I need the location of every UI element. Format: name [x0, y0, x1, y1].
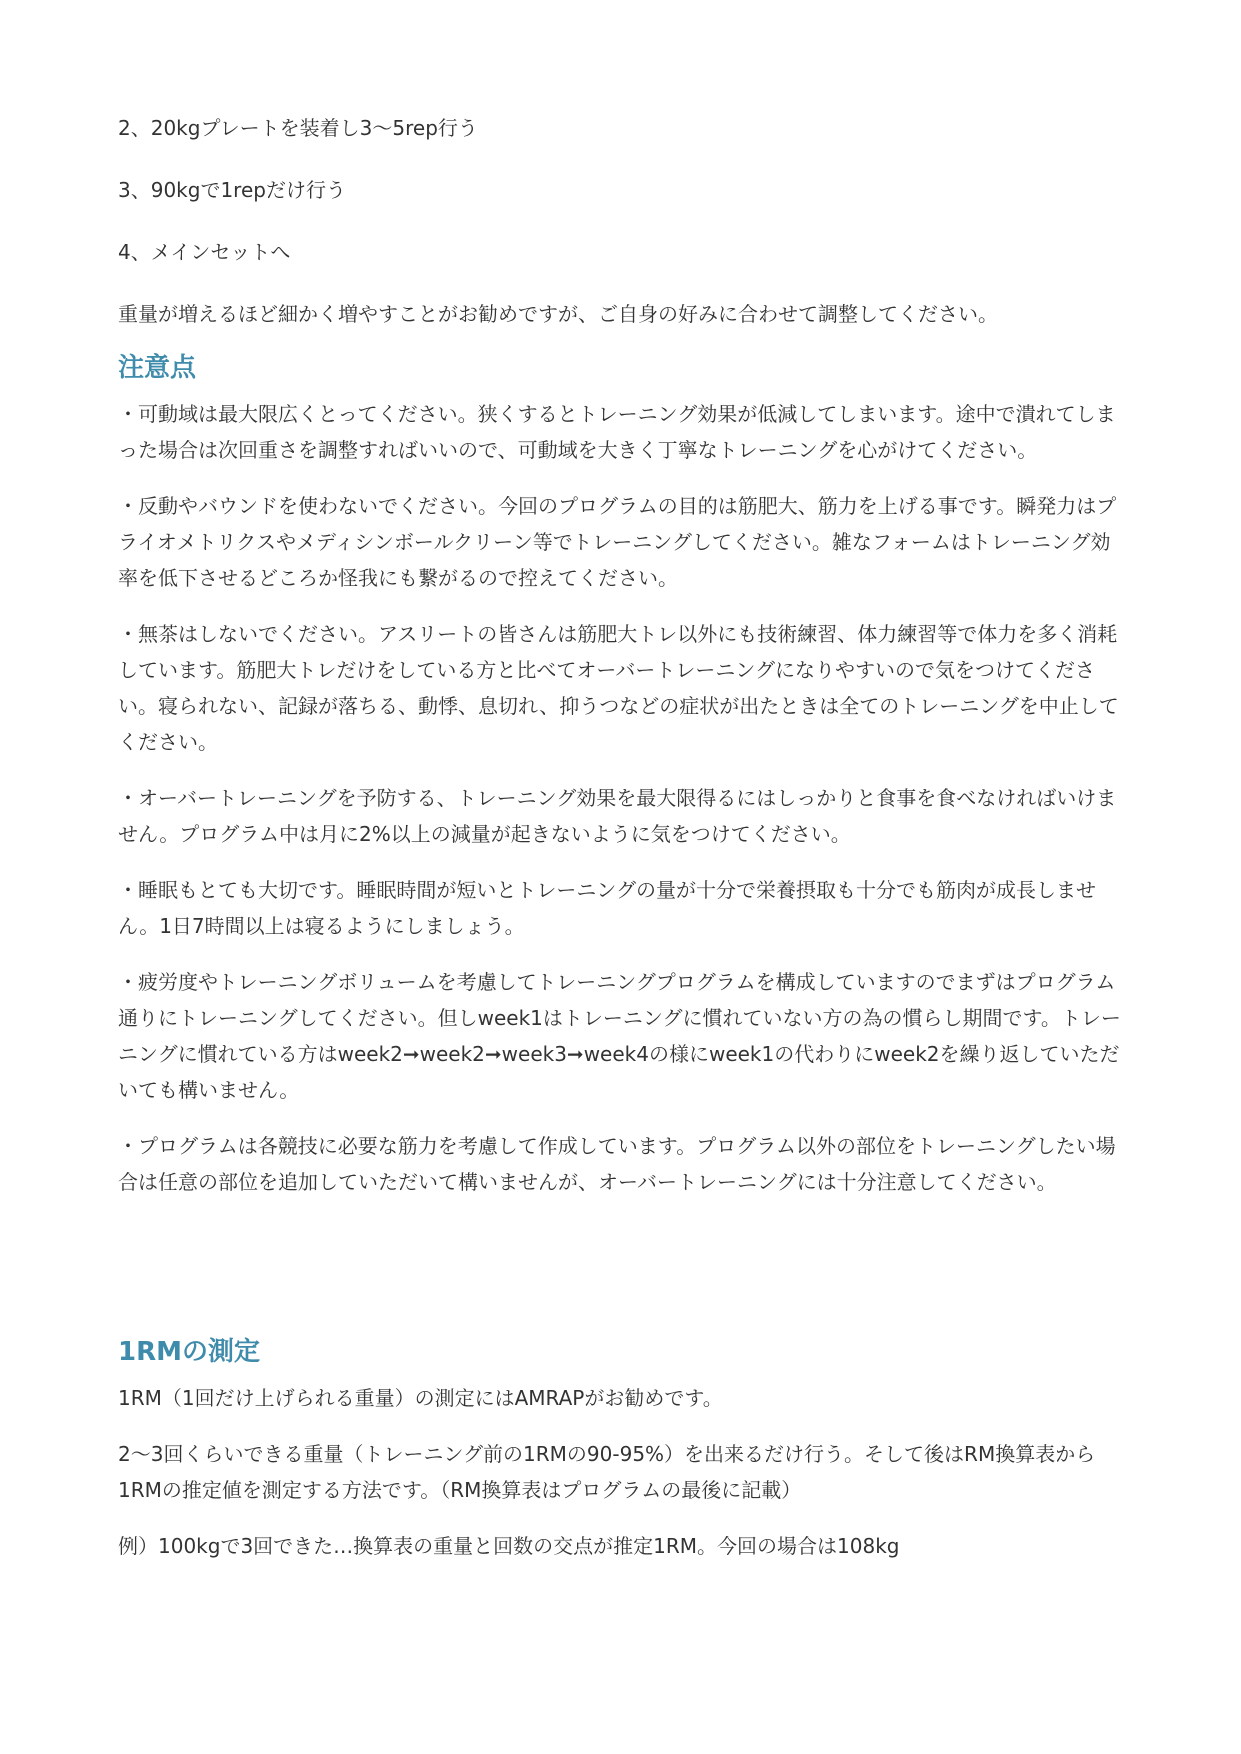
- caution-item: ・可動域は最大限広くとってください。狭くするとトレーニング効果が低減してしまいます。途中で潰れてしまった場合は次回重さを調整すればいいので、可動域を大きく丁寧なトレーニングを心がけてください。: [118, 402, 1116, 462]
- document-page: [118, 110, 1130, 1584]
- section-spacer: [118, 1220, 1130, 1332]
- rm-paragraph: 1RM（1回だけ上げられる重量）の測定にはAMRAPがお勧めです。: [118, 1386, 723, 1410]
- cautions-list: [118, 396, 1130, 1200]
- caution-item: ・疲労度やトレーニングボリュームを考慮してトレーニングプログラムを構成していますのでまずはプログラム通りにトレーニングしてください。但しweek1はトレーニングに慣れていない方の為の慣らし期間です。トレーニングに慣れている方はweek2➞week2➞week3➞week4の様にweek1の代わりにweek2を繰り返していただいても構いません。: [118, 970, 1121, 1102]
- step-item: 4、メインセットへ: [118, 240, 291, 264]
- rm-paragraph: 2〜3回くらいできる重量（トレーニング前の1RMの90-95%）を出来るだけ行う。そして後はRM換算表から1RMの推定値を測定する方法です。（RM換算表はプログラムの最後に記載）: [118, 1442, 1096, 1502]
- caution-item: ・睡眠もとても大切です。睡眠時間が短いとトレーニングの量が十分で栄養摂取も十分でも筋肉が成長しません。1日7時間以上は寝るようにしましょう。: [118, 878, 1096, 938]
- caution-item: ・プログラムは各競技に必要な筋力を考慮して作成しています。プログラム以外の部位をトレーニングしたい場合は任意の部位を追加していただいて構いませんが、オーバートレーニングには十分注意してください。: [118, 1134, 1116, 1194]
- step-item: 3、90kgで1repだけ行う: [118, 178, 346, 202]
- cautions-heading: 注意点: [118, 353, 197, 383]
- caution-item: ・オーバートレーニングを予防する、トレーニング効果を最大限得るにはしっかりと食事を食べなければいけません。プログラム中は月に2%以上の減量が起きないように気をつけてください。: [118, 786, 1117, 846]
- rm-example: 例）100kgで3回できた…換算表の重量と回数の交点が推定1RM。今回の場合は108kg: [118, 1534, 900, 1558]
- rm-heading: 1RMの測定: [118, 1337, 260, 1367]
- intro-paragraph: 重量が増えるほど細かく増やすことがお勧めですが、ご自身の好みに合わせて調整してください。: [118, 302, 998, 326]
- step-item: 2、20kgプレートを装着し3〜5rep行う: [118, 116, 478, 140]
- caution-item: ・無茶はしないでください。アスリートの皆さんは筋肥大トレ以外にも技術練習、体力練習等で体力を多く消耗しています。筋肥大トレだけをしている方と比べてオーバートレーニングになりやすいので気をつけてください。寝られない、記録が落ちる、動悸、息切れ、抑うつなどの症状が出たときは全てのトレーニングを中止してください。: [118, 622, 1119, 754]
- caution-item: ・反動やバウンドを使わないでください。今回のプログラムの目的は筋肥大、筋力を上げる事です。瞬発力はプライオメトリクスやメディシンボールクリーン等でトレーニングしてください。雑なフォームはトレーニング効率を低下させるどころか怪我にも繋がるので控えてください。: [118, 494, 1117, 590]
